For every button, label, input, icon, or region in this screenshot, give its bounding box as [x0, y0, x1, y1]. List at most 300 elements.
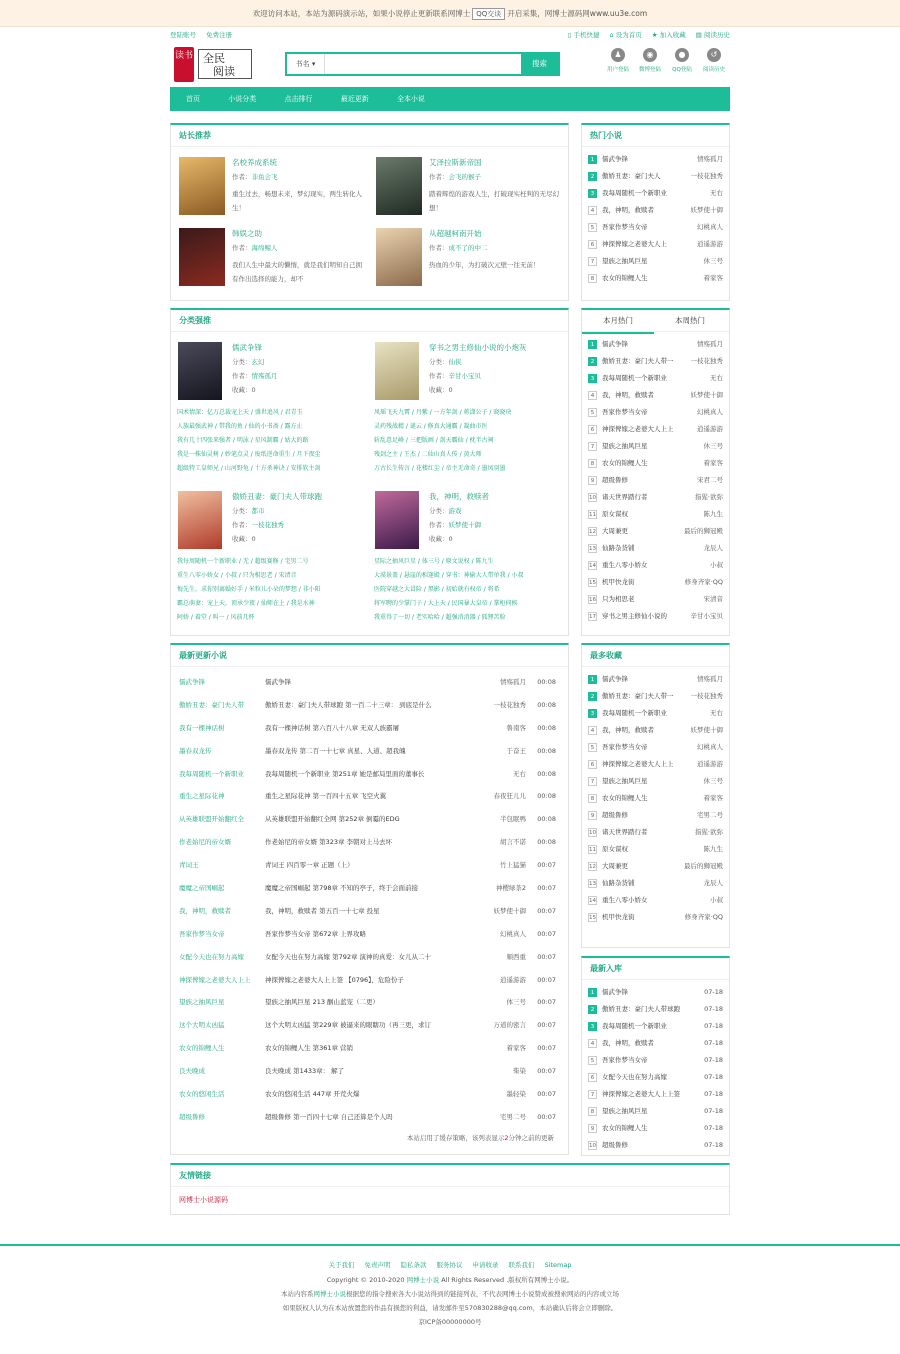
book-name[interactable]: 重生之星际花神 [179, 792, 225, 801]
list-item[interactable] [588, 455, 723, 472]
list-item[interactable] [588, 1001, 723, 1018]
book-name[interactable]: 农女的悠闲生活 [179, 1090, 225, 1099]
book-name[interactable]: 仙路杂货铺 [602, 544, 635, 552]
list-item[interactable] [588, 671, 723, 688]
book-name[interactable]: 望族之抽风巨星 [179, 998, 225, 1007]
nav-home[interactable]: 首页 [186, 95, 200, 103]
book-name[interactable]: 我，神明，救赎者 [602, 206, 654, 214]
category-link-line[interactable]: 万古长生传言 / 花楼红尘 / 帝主无命奇 / 墨凤羽墨 [374, 465, 506, 472]
book-author: 无右 [710, 709, 723, 717]
book-author: 逍遥游游 [697, 760, 723, 768]
chapter-link[interactable]: 农女的锦鲤人生 第361章 营销 [265, 1044, 354, 1053]
list-item[interactable] [588, 1137, 723, 1154]
book-title[interactable]: 艾泽拉斯新帝国 [429, 158, 482, 167]
book-title[interactable]: 从超越柯南开始 [429, 229, 482, 238]
recommend-item[interactable] [171, 228, 361, 298]
table-row [179, 991, 560, 1014]
list-item[interactable] [588, 151, 723, 168]
top-links [170, 27, 730, 44]
set-home-link[interactable]: ⌂ 设为首页 [609, 31, 642, 39]
list-item[interactable] [588, 353, 723, 370]
nav-latest[interactable]: 最近更新 [340, 95, 369, 103]
list-item[interactable] [588, 438, 723, 455]
list-item[interactable] [588, 756, 723, 773]
rank-number: 7 [588, 777, 597, 786]
book-name[interactable]: 吾家作梦当女帝 [602, 408, 648, 416]
list-item[interactable] [588, 219, 723, 236]
book-name[interactable]: 望族之抽风巨星 [602, 777, 648, 785]
friend-link[interactable]: 网博士小说源码 [179, 1196, 228, 1204]
list-item[interactable] [588, 387, 723, 404]
history-button[interactable]: ↺ 阅读历史 [702, 50, 725, 73]
book-name[interactable]: 良夫晚成 [179, 1067, 205, 1076]
list-item[interactable] [588, 336, 723, 353]
book-author: 逍遥游游 [500, 975, 526, 984]
book-author: 无右 [513, 769, 526, 778]
book-name[interactable]: 我每周随机一个新职业 [602, 374, 667, 382]
chapter-link[interactable]: 作老始尼的帝女婿 第323章 李朝对上马去坏 [265, 838, 393, 847]
update-time: 00:08 [537, 678, 556, 686]
category-link-line[interactable]: 大漠景盖 / 悬崖的相逢殿 / 穿书：神偷大人带单我 / 小叔 [374, 572, 524, 579]
footer-link[interactable]: 申请收录 [472, 1261, 499, 1269]
book-name[interactable]: 原女谋权 [602, 510, 628, 518]
book-name[interactable]: 机甲快龙街 [602, 913, 635, 921]
list-item[interactable] [588, 1103, 723, 1120]
category-section [170, 308, 569, 636]
search-type-select[interactable]: 书名 ▾ [287, 54, 325, 74]
table-row [179, 717, 560, 740]
book-author: 辛甘小宝贝 [690, 612, 723, 620]
book-author: 情殇孤月 [500, 678, 526, 686]
book-name[interactable]: 超级鲁修 [602, 1141, 628, 1149]
book-name[interactable]: 超级鲁修 [602, 811, 628, 819]
list-item[interactable] [588, 1069, 723, 1086]
rank-number: 10 [589, 494, 596, 501]
chapter-link[interactable]: 从英雄联盟开始翻红全网 第252章 倒霉的EDG [265, 815, 400, 824]
update-time: 00:07 [537, 861, 556, 870]
book-name[interactable]: 仙路杂货铺 [602, 879, 635, 887]
list-item[interactable] [588, 236, 723, 253]
copyright-notice: 如果版权人认为在本站放置您的作品有损您的利益，请发邮件至570830288@qq.com，本站确认后将会立即删除。 [282, 1304, 618, 1312]
book-author: 宅男二号 [697, 811, 723, 819]
book-cover[interactable] [376, 157, 422, 215]
book-name[interactable]: 魔魔之帝国崛起 [179, 884, 225, 893]
book-cover[interactable] [376, 228, 422, 286]
recommend-item[interactable] [171, 157, 361, 227]
book-name[interactable]: 我有一棵神话树 [179, 723, 225, 732]
list-item[interactable] [588, 1018, 723, 1035]
footer-link[interactable]: 隐私条款 [400, 1261, 427, 1269]
book-name[interactable]: 重生八零小娇女 [602, 896, 648, 904]
rank-number: 6 [588, 760, 597, 769]
list-item[interactable] [588, 722, 723, 739]
weibo-icon: ◉ [643, 48, 657, 62]
book-cover[interactable] [179, 157, 225, 215]
book-title[interactable]: 穿书之男主修仙小说的小炮灰 [429, 343, 527, 352]
login-link[interactable]: 登陆账号 [170, 31, 196, 39]
category-link-line[interactable]: 灵药残战精 / 谜云 / 修真大通霸 / 凝曲市医 [374, 423, 488, 430]
table-row [179, 877, 560, 900]
footer-link[interactable]: 服务协议 [436, 1261, 463, 1269]
book-author: 无右 [710, 374, 723, 382]
book-title[interactable]: 傲娇丑妻：豪门夫人带球跑 [232, 492, 322, 501]
chapter-link[interactable]: 望族之抽风巨星 213 酗山蓝宠（二更） [265, 998, 380, 1007]
book-author: 春夜狂儿儿 [493, 792, 526, 801]
book-name[interactable]: 望族之抽风巨星 [602, 442, 648, 450]
rank-number: 8 [588, 794, 597, 803]
book-name[interactable]: 傲娇丑妻：豪门夫人带 [179, 700, 244, 709]
chapter-link[interactable]: 我有一棵神话树 第六百八十八章 无双人族霸屠 [265, 723, 400, 732]
copyright: Copyright © 2010-2020 网博士小说 All Rights Reserved .版权所有网博士小说。 [326, 1276, 574, 1284]
list-item[interactable] [588, 472, 723, 489]
book-date: 07-18 [704, 1056, 723, 1064]
category-link-line[interactable]: 阿娇 / 着堂 / 叫一 / 风前几杯 [177, 614, 255, 621]
book-cover[interactable] [375, 342, 419, 400]
chapter-link[interactable]: 良夫晚成 第1433章： 解了 [265, 1067, 345, 1076]
chapter-link[interactable]: 傲娇丑妻：豪门夫人带球跑 第一百二十三章： 到底是什么 [265, 700, 432, 709]
list-item[interactable] [588, 1086, 723, 1103]
ranking-section [581, 308, 730, 636]
book-name[interactable]: 吾家作梦当女帝 [179, 929, 225, 938]
book-author: 作者：海绵鲸人 [232, 244, 278, 252]
list-item[interactable] [588, 807, 723, 824]
notice-text-after: 开启采集，网博士源码网www.uu3e.com [507, 9, 648, 18]
book-name[interactable]: 吾家作梦当女帝 [602, 1056, 648, 1064]
list-item[interactable] [588, 506, 723, 523]
footer-link[interactable]: 联系我们 [508, 1261, 535, 1269]
table-row [179, 1037, 560, 1060]
footer-link[interactable]: 免责声明 [364, 1261, 391, 1269]
nav-complete[interactable]: 全本小说 [396, 95, 425, 103]
book-author: 最后的狮冠殿 [684, 527, 723, 535]
site-logo[interactable] [170, 47, 254, 82]
book-author: 一枝花独秀 [690, 692, 723, 700]
book-name[interactable]: 超级鲁修 [602, 476, 628, 484]
category-link-line[interactable]: 凤瑶飞天九霄 / 丹紫 / 一方年剑 / 蒋潇公子 / 晓晓玦 [374, 409, 512, 416]
book-name[interactable]: 作老始尼的帝女婿 [179, 838, 231, 847]
nav-category[interactable]: 小说分类 [228, 95, 257, 103]
book-name[interactable]: 穿书之男主修仙小说的 [602, 612, 667, 620]
tab-month-hot[interactable]: 本月热门 [582, 310, 654, 334]
book-name[interactable]: 吾家作梦当女帝 [602, 743, 648, 751]
category-links [374, 555, 559, 625]
nav-rank[interactable]: 点击排行 [284, 95, 313, 103]
list-item[interactable] [588, 875, 723, 892]
category-link-line[interactable]: 人族最强武神 / 带我的鱼 / 仙的小书斋 / 露方止 [177, 423, 303, 430]
table-row [179, 785, 560, 808]
update-time: 00:07 [537, 884, 556, 893]
recommend-item[interactable] [368, 157, 558, 227]
book-author: 休三号 [703, 777, 723, 785]
book-name[interactable]: 我，神明，救赎者 [602, 391, 654, 399]
user-login-button[interactable]: ♟ 用户登陆 [606, 50, 629, 73]
book-name[interactable]: 儒武争锋 [602, 675, 628, 683]
book-name[interactable]: 神探俾嫁之老婆大人上上签 [602, 1090, 680, 1098]
list-item[interactable] [588, 790, 723, 807]
rank-number: 4 [588, 726, 597, 735]
rank-number: 7 [588, 442, 597, 451]
table-row [179, 969, 560, 992]
logo-seal: 读书 [174, 47, 194, 82]
book-title[interactable]: 我，神明，救赎者 [429, 492, 489, 501]
book-author: 宋清音 [703, 595, 723, 603]
book-author: 陈九生 [703, 510, 723, 518]
book-name[interactable]: 农女的锦鲤人生 [602, 274, 648, 282]
book-author: 作者：一枝花独秀 [232, 521, 284, 529]
book-author: 幻桃真人 [697, 408, 723, 416]
rank-number: 3 [588, 374, 597, 383]
ranking-tabs [582, 310, 729, 332]
list-item[interactable] [588, 909, 723, 926]
list-item[interactable] [588, 370, 723, 387]
section-title: 最多收藏 [582, 645, 729, 667]
book-name[interactable]: 诸天世界踏行者 [602, 828, 648, 836]
book-name[interactable]: 望族之抽风巨星 [602, 1107, 648, 1115]
latest-updates-section [170, 643, 569, 1155]
list-item[interactable] [588, 574, 723, 591]
weibo-login-button[interactable]: ◉ 微博登陆 [638, 50, 661, 73]
header [170, 44, 730, 85]
book-name[interactable]: 机甲快龙街 [602, 578, 635, 586]
book-name[interactable]: 傲娇丑妻：豪门夫人带一 [602, 357, 674, 365]
footer-link[interactable]: 关于我们 [328, 1261, 355, 1269]
table-row [179, 923, 560, 946]
category-links [177, 555, 362, 625]
list-item[interactable] [588, 202, 723, 219]
book-title[interactable]: 韩娱之助 [232, 229, 262, 238]
rank-number: 8 [588, 459, 597, 468]
chapter-link[interactable]: 这个大明太凶猛 第229章 被逼来的眼瞎功（再三更，求订 [265, 1021, 432, 1030]
list-item[interactable] [588, 739, 723, 756]
list-item[interactable] [588, 557, 723, 574]
book-name[interactable]: 我每周随机一个新职业 [602, 1022, 667, 1030]
book-name[interactable]: 超级鲁修 [179, 1112, 205, 1121]
book-name[interactable]: 神探俾嫁之老婆大人上上 [602, 760, 674, 768]
category-link-line[interactable]: 重生八零小娇女 / 小叔 / 只为相思老 / 宋清音 [177, 572, 297, 579]
chapter-link[interactable]: 魔魔之帝国崛起 第798章 不知的亭子，终于会面前接 [265, 884, 419, 893]
book-name[interactable]: 我每周随机一个新职业 [179, 769, 244, 778]
book-name[interactable]: 农女的锦鲤人生 [602, 794, 648, 802]
search-input[interactable] [327, 54, 522, 74]
list-item[interactable] [588, 253, 723, 270]
table-row [179, 808, 560, 831]
mobile-link[interactable]: ▯ 手机快捷 [567, 31, 600, 39]
book-cover[interactable] [375, 491, 419, 549]
tab-week-hot[interactable]: 本周热门 [675, 316, 705, 325]
chapter-link[interactable]: 儒武争锋 [265, 678, 291, 686]
book-date: 07-18 [704, 1005, 723, 1013]
book-date: 07-18 [704, 1141, 723, 1149]
chapter-link[interactable]: 超级鲁修 第一百四十七章 自己还算是个人吗 [265, 1112, 393, 1121]
rank-number: 10 [589, 1142, 596, 1149]
category-link-line[interactable]: 斩乱意足峰 / 三把版画 / 剑天霸仙 / 枕半古祠 [374, 437, 494, 444]
book-name[interactable]: 女配今天也在努力高嫁 [179, 952, 244, 961]
read-history-link[interactable]: ▤ 阅读历史 [695, 31, 730, 39]
qq-icon: ● [675, 48, 689, 62]
list-item[interactable] [588, 489, 723, 506]
book-name[interactable]: 大周兼更 [602, 862, 628, 870]
category-link-line[interactable]: 我有几十四张来强者 / 明泳 / 星风制霸 / 姑大的路 [177, 437, 309, 444]
book-name[interactable]: 我，神明，救赎者 [602, 726, 654, 734]
cache-note: 本站启用了缓存策略，该列表显示2分钟之前的更新 [406, 1133, 554, 1142]
list-item[interactable] [588, 824, 723, 841]
book-name[interactable]: 儒武争锋 [179, 678, 205, 686]
rank-number: 8 [588, 1107, 597, 1116]
chapter-link[interactable]: 墨春双龙传 第二百一十七章 真星、人道、超我魄 [265, 746, 406, 755]
list-item[interactable] [588, 185, 723, 202]
book-name[interactable]: 原女谋权 [602, 845, 628, 853]
list-item[interactable] [588, 608, 723, 625]
chapter-link[interactable]: 神探俾嫁之老婆大人上上签 【0796】，危险份子 [265, 975, 404, 984]
book-name[interactable]: 农女的锦鲤人生 [602, 1124, 648, 1132]
book-name[interactable]: 这个大明太凶猛 [179, 1021, 225, 1030]
list-item[interactable] [588, 523, 723, 540]
book-name[interactable]: 诸天世界踏行者 [602, 493, 648, 501]
book-author: 体三号 [506, 998, 526, 1007]
book-name[interactable]: 神探俾嫁之老婆大人上 [602, 240, 667, 248]
book-name[interactable]: 望族之抽风巨星 [602, 257, 648, 265]
category-link-line[interactable]: 医院穿越之大冒险 / 黑影 / 初始就有权帝 / 将希 [374, 586, 500, 593]
list-item[interactable] [588, 1120, 723, 1137]
category-link-line[interactable]: 我每周随机一个新职业 / 无 / 超级赛修 / 宅男二号 [177, 558, 309, 565]
book-cover[interactable] [178, 342, 222, 400]
list-item[interactable] [588, 591, 723, 608]
book-author: 情殇孤月 [697, 155, 723, 163]
book-name[interactable]: 农女的锦鲤人生 [602, 459, 648, 467]
list-item[interactable] [588, 1035, 723, 1052]
new-arrivals-section [581, 956, 730, 1156]
book-desc: 热血的少年，为打破次元壁一往无前！ [429, 261, 540, 269]
book-author: 作者：非鱼会飞 [232, 173, 278, 181]
rank-number: 1 [588, 155, 597, 164]
most-favorites-section [581, 643, 730, 948]
section-title: 最新更新小说 [171, 645, 568, 667]
book-name[interactable]: 神探俾嫁之老婆大人上上 [179, 975, 251, 984]
rank-number: 3 [588, 1022, 597, 1031]
book-name[interactable]: 墨春双龙传 [179, 746, 212, 755]
category-link-line[interactable]: 我重得了一切 / 老实哈哈 / 超强消消器 / 狐狸苦脸 [374, 614, 506, 621]
list-item[interactable] [588, 270, 723, 287]
main-nav [170, 87, 730, 111]
update-time: 00:07 [537, 1021, 556, 1030]
chapter-link[interactable]: 青词王 四百零一章 正题（上） [265, 861, 354, 870]
chapter-link[interactable]: 农女的悠闲生活 447章 开荒火爆 [265, 1090, 360, 1099]
category-link-line[interactable]: 悔先生，求你别离婚好手 / 米粒儿小朵的梦想 / 非小阳 [177, 586, 321, 593]
register-link[interactable]: 免费注册 [206, 31, 233, 39]
list-item[interactable] [588, 858, 723, 875]
table-row [179, 763, 560, 786]
category-link-line[interactable]: 残剑之主 / 王杰 / 二仙山真人传 / 黄大师 [374, 451, 482, 458]
category-link-line[interactable]: 我是一株仙灵树 / 妙笔点灵 / 废纸逆命重生 / 月下夜尘 [177, 451, 321, 458]
book-name[interactable]: 大周兼更 [602, 527, 628, 535]
list-item[interactable] [588, 540, 723, 557]
qq-login-button[interactable]: ● QQ登陆 [672, 50, 692, 73]
book-cover[interactable] [178, 491, 222, 549]
book-name[interactable]: 从英雄联盟开始翻红全 [179, 815, 244, 824]
list-item[interactable] [588, 404, 723, 421]
category-link-line[interactable]: 星际之抽风巨星 / 体三号 / 原文说权 / 陈九生 [374, 558, 494, 565]
table-row [179, 946, 560, 969]
list-item[interactable] [588, 705, 723, 722]
book-name[interactable]: 儒武争锋 [602, 340, 628, 348]
book-author: 情殇孤月 [697, 340, 723, 348]
logo-text: 全民 阅读 [198, 49, 252, 79]
qq-chat-button[interactable]: QQ交谈 [472, 8, 505, 20]
book-title[interactable]: 名校养成系统 [232, 158, 277, 167]
book-name[interactable]: 女配今天也在努力高嫁 [602, 1073, 667, 1081]
chapter-link[interactable]: 女配今天也在努力高嫁 第792章 演神的真爱：女儿从二十 [265, 952, 432, 961]
chapter-link[interactable]: 吾家作梦当女帝 第672章 上界攻略 [265, 929, 367, 938]
rank-number: 6 [588, 1073, 597, 1082]
add-favorite-link[interactable]: ★ 加入收藏 [651, 31, 686, 39]
rank-number: 11 [589, 846, 596, 853]
book-name[interactable]: 重生八零小娇女 [602, 561, 648, 569]
list-item[interactable] [588, 168, 723, 185]
book-author: 作者：成不了的中二 [429, 244, 488, 252]
category-link-line[interactable]: 国术情深：亿万总裁宠上天 / 盛世追风 / 君青玉 [177, 409, 303, 416]
book-name[interactable]: 我，神明，救赎者 [602, 1039, 654, 1047]
search-button[interactable]: 搜索 [521, 54, 558, 74]
book-title[interactable]: 儒武争锋 [232, 343, 262, 352]
table-row [179, 1083, 560, 1106]
book-cover[interactable] [179, 228, 225, 286]
category-link-line[interactable]: 霸总萌妻：宠上天，顶承少夜 / 仙师在上 / 我是水神 [177, 600, 315, 607]
book-name[interactable]: 傲娇丑妻：豪门夫人带球跑 [602, 1005, 680, 1013]
book-name[interactable]: 傲娇丑妻：豪门夫人带一 [602, 692, 674, 700]
book-name[interactable]: 神探俾嫁之老婆大人上上 [602, 425, 674, 433]
book-name[interactable]: 只为相思老 [602, 595, 635, 603]
list-item[interactable] [588, 892, 723, 909]
list-item[interactable] [588, 773, 723, 790]
section-title: 友情链接 [171, 1165, 729, 1187]
chapter-link[interactable]: 我，神明，救赎者 第五百一十七章 投星 [265, 906, 380, 915]
rank-number: 15 [589, 914, 596, 921]
book-author: 顺西重 [506, 952, 526, 961]
list-item[interactable] [588, 984, 723, 1001]
header-icons [602, 48, 730, 84]
rank-number: 11 [589, 511, 596, 518]
book-name[interactable]: 傲娇丑妻：豪门夫人 [602, 172, 661, 180]
chapter-link[interactable]: 我每周随机一个新职业 第251章 她是邮局里面的董事长 [265, 769, 425, 778]
update-time: 00:08 [537, 815, 556, 824]
book-name[interactable]: 农女的锦鲤人生 [179, 1044, 225, 1053]
recommend-item[interactable] [368, 228, 558, 298]
rank-number: 1 [588, 675, 597, 684]
book-name[interactable]: 青词王 [179, 861, 199, 870]
list-item[interactable] [588, 841, 723, 858]
list-item[interactable] [588, 1052, 723, 1069]
book-name[interactable]: 我每周随机一个新职业 [602, 709, 667, 717]
book-name[interactable]: 儒武争锋 [602, 155, 628, 163]
update-time: 00:07 [537, 1067, 556, 1076]
book-author: 幻桃真人 [697, 743, 723, 751]
book-name[interactable]: 儒武争锋 [602, 988, 628, 996]
book-name[interactable]: 吾家作梦当女帝 [602, 223, 648, 231]
book-name[interactable]: 我，神明，救赎者 [179, 906, 231, 915]
book-name[interactable]: 我每周随机一个新职业 [602, 189, 667, 197]
category-link-line[interactable]: 将军聘的少掌门子 / 大上天 / 民国暴大皇帝 / 掌柜伺候 [374, 600, 518, 607]
user-icon: ♟ [611, 48, 625, 62]
rank-number: 8 [588, 274, 597, 283]
footer-link[interactable]: Sitemap [544, 1261, 572, 1269]
chapter-link[interactable]: 重生之星际花神 第一百四十五章 飞空火翼 [265, 792, 387, 801]
book-author: 一枝花独秀 [493, 700, 526, 709]
category-link-line[interactable]: 超级特工皇师兄 / 山河野龟 / 十方杀神诀 / 安排软主剑 [177, 465, 321, 472]
book-author: 神樱绿茶2 [495, 884, 526, 893]
list-item[interactable] [588, 688, 723, 705]
rank-number: 6 [588, 240, 597, 249]
list-item[interactable] [588, 421, 723, 438]
